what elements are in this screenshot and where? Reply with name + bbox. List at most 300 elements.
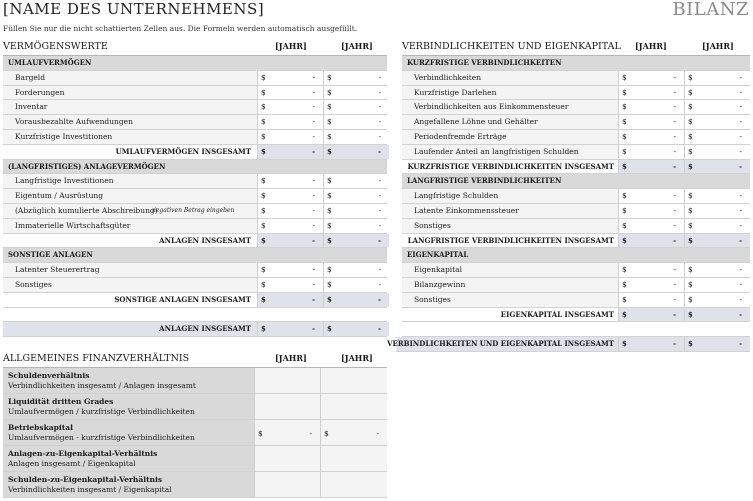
row-label: ANLAGEN INSGESAMT: [159, 324, 251, 334]
year-2-cell[interactable]: [323, 204, 389, 218]
cell-value: -: [739, 220, 742, 230]
doc-title: BILANZ: [672, 0, 749, 20]
currency-symbol: $: [327, 87, 332, 97]
total-row: [3, 322, 387, 337]
ratio-year-2-cell: [320, 446, 387, 471]
table-row: [3, 115, 387, 130]
row-label: ANLAGEN INSGESAMT: [159, 235, 251, 245]
cell-value: -: [312, 235, 315, 245]
currency-symbol: $: [327, 131, 332, 141]
cell-value: -: [673, 205, 676, 215]
year-2-cell: [684, 234, 750, 248]
table-row: [3, 278, 387, 293]
row-label: Inventar: [15, 102, 48, 112]
year-1-cell[interactable]: [257, 115, 323, 129]
row-label: Eigentum / Ausrüstung: [15, 191, 104, 201]
currency-symbol: $: [327, 72, 332, 82]
cell-value: -: [312, 117, 315, 127]
currency-symbol: $: [327, 102, 332, 112]
year-2-cell[interactable]: [323, 100, 389, 114]
year-2-cell[interactable]: [684, 100, 750, 114]
cell-value: -: [673, 235, 676, 245]
cell-value: -: [312, 279, 315, 289]
currency-symbol: $: [261, 102, 266, 112]
year-1-cell[interactable]: [618, 86, 684, 100]
ratio-name: Betriebskapital: [8, 423, 73, 432]
cell-value: -: [312, 220, 315, 230]
section-group-header: [3, 56, 387, 71]
year-1-cell[interactable]: [257, 263, 323, 277]
cell-value: -: [312, 176, 315, 186]
year-1-cell[interactable]: [618, 189, 684, 203]
currency-symbol: $: [688, 146, 693, 156]
year-1-cell: [618, 308, 684, 322]
row-label: Eigenkapital: [414, 265, 463, 275]
currency-symbol: $: [261, 72, 266, 82]
year-1-cell: [618, 160, 684, 174]
cell-value: -: [673, 191, 676, 201]
ratio-year-2-cell: [320, 472, 387, 497]
ratio-row: [3, 472, 387, 498]
year-2-cell[interactable]: [684, 189, 750, 203]
liabilities-year-2[interactable]: [JAHR]: [702, 41, 734, 51]
ratio-name: Anlagen-zu-Eigenkapital-Verhältnis: [8, 449, 158, 458]
currency-symbol: $: [622, 205, 627, 215]
cell-value: -: [378, 279, 381, 289]
cell-value: -: [378, 87, 381, 97]
ratio-formula: Verbindlichkeiten insgesamt / Anlagen insgesamt: [8, 381, 196, 390]
cell-value: -: [739, 131, 742, 141]
section-group-header: [3, 248, 387, 263]
spacer-row: [402, 322, 750, 337]
total-row: [3, 234, 387, 249]
row-label: (Abzüglich kumulierte Abschreibung): [15, 205, 158, 215]
year-1-cell: [257, 234, 323, 248]
table-row: [3, 174, 387, 189]
section-group-header: [402, 248, 750, 263]
row-label: Kurzfristige Investitionen: [15, 131, 113, 141]
row-label: Bilanzgewinn: [414, 279, 466, 289]
currency-symbol: $: [622, 309, 627, 319]
row-label: Verbindlichkeiten: [414, 72, 482, 82]
ratio-formula: Anlagen insgesamt / Eigenkapital: [8, 459, 136, 468]
cell-value: -: [739, 146, 742, 156]
ratio-year-2-cell: [320, 394, 387, 419]
row-label: Sonstiges: [15, 279, 52, 289]
row-label: Latente Einkommenssteuer: [414, 205, 519, 215]
year-1-cell[interactable]: [618, 71, 684, 85]
cell-value: -: [312, 87, 315, 97]
row-label: LANGFRISTIGE VERBINDLICHKEITEN INSGESAMT: [407, 235, 614, 245]
cell-value: -: [312, 146, 315, 156]
currency-symbol: $: [622, 265, 627, 275]
cell-value: -: [739, 191, 742, 201]
year-1-cell[interactable]: [618, 130, 684, 144]
cell-value: -: [739, 265, 742, 275]
year-2-cell[interactable]: [323, 174, 389, 188]
ratios-title: ALLGEMEINES FINANZVERHÄLTNIS: [3, 353, 190, 364]
total-row: [387, 337, 750, 352]
cell-value: -: [376, 429, 379, 438]
ratio-row: [3, 446, 387, 472]
currency-symbol: $: [622, 191, 627, 201]
section-group-header: [402, 56, 750, 71]
year-1-cell[interactable]: [618, 100, 684, 114]
row-label: Periodenfremde Erträge: [414, 131, 507, 141]
row-label: Sonstiges: [414, 220, 451, 230]
currency-symbol: $: [688, 191, 693, 201]
total-row: [3, 293, 387, 308]
ratio-formula: Umlaufvermögen / kurzfristige Verbindlichkeiten: [8, 407, 195, 416]
ratio-row: [3, 368, 387, 394]
ratio-row: [3, 420, 387, 446]
year-2-cell[interactable]: [684, 71, 750, 85]
currency-symbol: $: [622, 146, 627, 156]
row-label: Bargeld: [15, 72, 46, 82]
ratio-formula: Umlaufvermögen - kurzfristige Verbindlichkeiten: [8, 433, 195, 442]
cell-value: -: [739, 87, 742, 97]
total-row: [402, 308, 750, 323]
year-1-cell: [257, 322, 323, 336]
currency-symbol: $: [261, 191, 266, 201]
table-row: [402, 100, 750, 115]
row-label: SONSTIGE ANLAGEN INSGESAMT: [114, 294, 251, 304]
year-2-cell[interactable]: [323, 189, 389, 203]
year-2-cell[interactable]: [684, 86, 750, 100]
cell-value: -: [673, 161, 676, 171]
currency-symbol: $: [688, 87, 693, 97]
table-row: [402, 204, 750, 219]
table-row: [3, 71, 387, 86]
cell-value: -: [378, 235, 381, 245]
currency-symbol: $: [688, 131, 693, 141]
ratio-year-1-cell: [254, 446, 320, 471]
cell-value: -: [378, 72, 381, 82]
cell-value: -: [673, 117, 676, 127]
table-row: [3, 100, 387, 115]
cell-value: -: [739, 205, 742, 215]
currency-symbol: $: [622, 131, 627, 141]
currency-symbol: $: [688, 102, 693, 112]
company-name[interactable]: [NAME DES UNTERNEHMENS]: [3, 0, 265, 18]
table-row: [3, 204, 387, 219]
currency-symbol: $: [261, 235, 266, 245]
year-1-cell[interactable]: [257, 189, 323, 203]
total-row: [402, 160, 750, 175]
row-label: VERBINDLICHKEITEN UND EIGENKAPITAL INSGESAMT: [387, 339, 614, 349]
table-row: [402, 130, 750, 145]
currency-symbol: $: [622, 102, 627, 112]
cell-value: -: [312, 102, 315, 112]
cell-value: -: [739, 161, 742, 171]
year-1-cell[interactable]: [618, 263, 684, 277]
row-label: KURZFRISTIGE VERBINDLICHKEITEN INSGESAMT: [407, 161, 614, 171]
table-row: [3, 263, 387, 278]
cell-value: -: [378, 324, 381, 334]
ratio-year-2-cell: [320, 368, 387, 393]
currency-symbol: $: [261, 205, 266, 215]
currency-symbol: $: [261, 131, 266, 141]
ratio-name: Liquidität dritten Grades: [8, 397, 114, 406]
year-2-cell[interactable]: [323, 115, 389, 129]
year-1-cell: [618, 234, 684, 248]
year-2-cell[interactable]: [684, 293, 750, 307]
cell-value: -: [673, 220, 676, 230]
currency-symbol: $: [688, 294, 693, 304]
ratio-name: Schulden-zu-Eigenkapital-Verhältnis: [8, 475, 163, 484]
cell-value: -: [378, 191, 381, 201]
currency-symbol: $: [688, 161, 693, 171]
year-2-cell[interactable]: [684, 219, 750, 233]
currency-symbol: $: [261, 265, 266, 275]
year-1-cell: [257, 293, 323, 307]
cell-value: -: [378, 205, 381, 215]
row-label: LANGFRISTIGE VERBINDLICHKEITEN: [407, 176, 562, 186]
cell-value: -: [739, 309, 742, 319]
currency-symbol: $: [622, 339, 627, 349]
year-1-cell[interactable]: [618, 115, 684, 129]
year-1-cell[interactable]: [618, 219, 684, 233]
section-group-header: [402, 174, 750, 189]
table-row: [402, 115, 750, 130]
table-row: [3, 130, 387, 145]
cell-value: -: [378, 146, 381, 156]
year-2-cell: [323, 234, 389, 248]
cell-value: -: [378, 117, 381, 127]
row-label: UMLAUFVERMÖGEN: [8, 58, 92, 67]
year-1-cell: [618, 337, 684, 351]
section-group-header: [3, 160, 387, 175]
ratio-year-1-cell: [254, 472, 320, 497]
ratios-year-1[interactable]: [JAHR]: [275, 353, 307, 363]
cell-value: -: [739, 102, 742, 112]
row-label: Forderungen: [15, 87, 65, 97]
cell-value: -: [673, 146, 676, 156]
ratio-row: [3, 394, 387, 420]
cell-value: -: [739, 339, 742, 349]
year-1-cell[interactable]: [618, 278, 684, 292]
year-2-cell: [323, 293, 389, 307]
row-label: Langfristige Investitionen: [15, 176, 114, 186]
assets-year-2[interactable]: [JAHR]: [341, 41, 373, 51]
liabilities-table: [387, 55, 750, 352]
cell-value: -: [739, 279, 742, 289]
currency-symbol: $: [261, 117, 266, 127]
table-row: [402, 263, 750, 278]
currency-symbol: $: [622, 294, 627, 304]
cell-value: -: [378, 102, 381, 112]
year-1-cell[interactable]: [257, 278, 323, 292]
cell-value: -: [673, 131, 676, 141]
year-2-cell[interactable]: [684, 130, 750, 144]
cell-value: -: [673, 72, 676, 82]
currency-symbol: $: [261, 294, 266, 304]
total-row: [3, 145, 387, 160]
cell-value: -: [378, 294, 381, 304]
table-row: [402, 278, 750, 293]
assets-title: VERMÖGENSWERTE: [3, 41, 108, 52]
currency-symbol: $: [622, 87, 627, 97]
cell-value: -: [312, 205, 315, 215]
row-label: Latenter Steuerertrag: [15, 265, 100, 275]
table-row: [3, 219, 387, 234]
year-2-cell: [684, 308, 750, 322]
table-row: [402, 145, 750, 160]
currency-symbol: $: [327, 294, 332, 304]
currency-symbol: $: [261, 279, 266, 289]
cell-value: -: [673, 265, 676, 275]
row-label: Langfristige Schulden: [414, 191, 499, 201]
year-2-cell[interactable]: [684, 145, 750, 159]
year-1-cell[interactable]: [257, 130, 323, 144]
liabilities-title: VERBINDLICHKEITEN UND EIGENKAPITAL: [402, 41, 621, 52]
currency-symbol: $: [688, 279, 693, 289]
table-row: [402, 71, 750, 86]
instructions-text: Füllen Sie nur die nicht schattierten Zellen aus. Die Formeln werden automatisch ausgefüllt.: [3, 24, 358, 33]
year-1-cell[interactable]: [257, 174, 323, 188]
year-2-cell[interactable]: [323, 130, 389, 144]
year-2-cell[interactable]: [323, 219, 389, 233]
liabilities-year-1[interactable]: [JAHR]: [635, 41, 667, 51]
cell-value: -: [312, 265, 315, 275]
cell-value: -: [312, 72, 315, 82]
table-row: [402, 86, 750, 101]
currency-symbol: $: [622, 220, 627, 230]
year-1-cell[interactable]: [257, 100, 323, 114]
currency-symbol: $: [327, 279, 332, 289]
year-2-cell: [323, 145, 389, 159]
year-1-cell[interactable]: [257, 86, 323, 100]
currency-symbol: $: [688, 265, 693, 275]
currency-symbol: $: [324, 429, 329, 438]
currency-symbol: $: [261, 220, 266, 230]
ratios-year-2[interactable]: [JAHR]: [341, 353, 373, 363]
cell-value: -: [673, 339, 676, 349]
row-label: Verbindlichkeiten aus Einkommensteuer: [414, 102, 569, 112]
year-2-cell[interactable]: [323, 86, 389, 100]
currency-symbol: $: [327, 117, 332, 127]
currency-symbol: $: [688, 72, 693, 82]
ratio-year-1-cell: [254, 368, 320, 393]
assets-year-1[interactable]: [JAHR]: [275, 41, 307, 51]
year-2-cell[interactable]: [323, 278, 389, 292]
currency-symbol: $: [688, 339, 693, 349]
year-2-cell: [684, 160, 750, 174]
year-1-cell[interactable]: [257, 204, 323, 218]
currency-symbol: $: [327, 220, 332, 230]
currency-symbol: $: [261, 146, 266, 156]
cell-value: -: [312, 131, 315, 141]
year-2-cell[interactable]: [684, 278, 750, 292]
row-note: negativen Betrag eingeben: [152, 206, 235, 214]
ratio-formula: Verbindlichkeiten insgesamt / Eigenkapital: [8, 485, 172, 494]
currency-symbol: $: [622, 161, 627, 171]
currency-symbol: $: [688, 235, 693, 245]
year-2-cell: [323, 322, 389, 336]
row-label: Kurzfristige Darlehen: [414, 87, 497, 97]
year-2-cell[interactable]: [684, 204, 750, 218]
row-label: Laufender Anteil an langfristigen Schulden: [414, 146, 579, 156]
currency-symbol: $: [327, 146, 332, 156]
year-2-cell[interactable]: [323, 263, 389, 277]
currency-symbol: $: [261, 87, 266, 97]
currency-symbol: $: [622, 279, 627, 289]
currency-symbol: $: [688, 205, 693, 215]
currency-symbol: $: [327, 191, 332, 201]
ratios-table: [3, 367, 387, 498]
row-label: Angefallene Löhne und Gehälter: [414, 117, 538, 127]
table-row: [402, 219, 750, 234]
total-row: [402, 234, 750, 249]
row-label: Vorausbezahlte Aufwendungen: [15, 117, 133, 127]
table-row: [3, 86, 387, 101]
currency-symbol: $: [327, 324, 332, 334]
year-2-cell: [684, 337, 750, 351]
year-1-cell[interactable]: [257, 219, 323, 233]
assets-table: [3, 55, 387, 337]
year-1-cell[interactable]: [618, 204, 684, 218]
cell-value: -: [378, 131, 381, 141]
row-label: KURZFRISTIGE VERBINDLICHKEITEN: [407, 58, 562, 67]
cell-value: -: [309, 429, 312, 438]
cell-value: -: [378, 265, 381, 275]
ratio-year-2-cell: [320, 420, 387, 445]
row-label: Sonstiges: [414, 294, 451, 304]
year-2-cell[interactable]: [684, 115, 750, 129]
spacer-row: [3, 308, 387, 323]
row-label: UMLAUFVERMÖGEN INSGESAMT: [115, 146, 251, 156]
currency-symbol: $: [688, 220, 693, 230]
cell-value: -: [739, 72, 742, 82]
table-row: [3, 189, 387, 204]
currency-symbol: $: [688, 309, 693, 319]
row-label: SONSTIGE ANLAGEN: [8, 250, 93, 260]
year-1-cell[interactable]: [618, 293, 684, 307]
row-label: EIGENKAPITAL: [407, 250, 469, 260]
row-label: EIGENKAPITAL INSGESAMT: [500, 309, 614, 319]
cell-value: -: [673, 102, 676, 112]
currency-symbol: $: [622, 235, 627, 245]
ratio-name: Schuldenverhältnis: [8, 371, 90, 380]
year-2-cell[interactable]: [323, 71, 389, 85]
row-label: Immaterielle Wirtschaftsgüter: [15, 220, 131, 230]
cell-value: -: [673, 87, 676, 97]
table-row: [402, 189, 750, 204]
currency-symbol: $: [622, 72, 627, 82]
currency-symbol: $: [261, 324, 266, 334]
cell-value: -: [739, 117, 742, 127]
currency-symbol: $: [327, 235, 332, 245]
currency-symbol: $: [688, 117, 693, 127]
row-label: (LANGFRISTIGES) ANLAGEVERMÖGEN: [8, 161, 166, 171]
cell-value: -: [312, 294, 315, 304]
table-row: [402, 293, 750, 308]
currency-symbol: $: [327, 265, 332, 275]
year-1-cell[interactable]: [257, 71, 323, 85]
currency-symbol: $: [261, 176, 266, 186]
currency-symbol: $: [258, 429, 263, 438]
cell-value: -: [739, 235, 742, 245]
cell-value: -: [378, 220, 381, 230]
cell-value: -: [673, 309, 676, 319]
cell-value: -: [312, 324, 315, 334]
cell-value: -: [673, 279, 676, 289]
cell-value: -: [312, 191, 315, 201]
year-1-cell[interactable]: [618, 145, 684, 159]
cell-value: -: [378, 176, 381, 186]
year-2-cell[interactable]: [684, 263, 750, 277]
ratio-year-1-cell: [254, 420, 320, 445]
